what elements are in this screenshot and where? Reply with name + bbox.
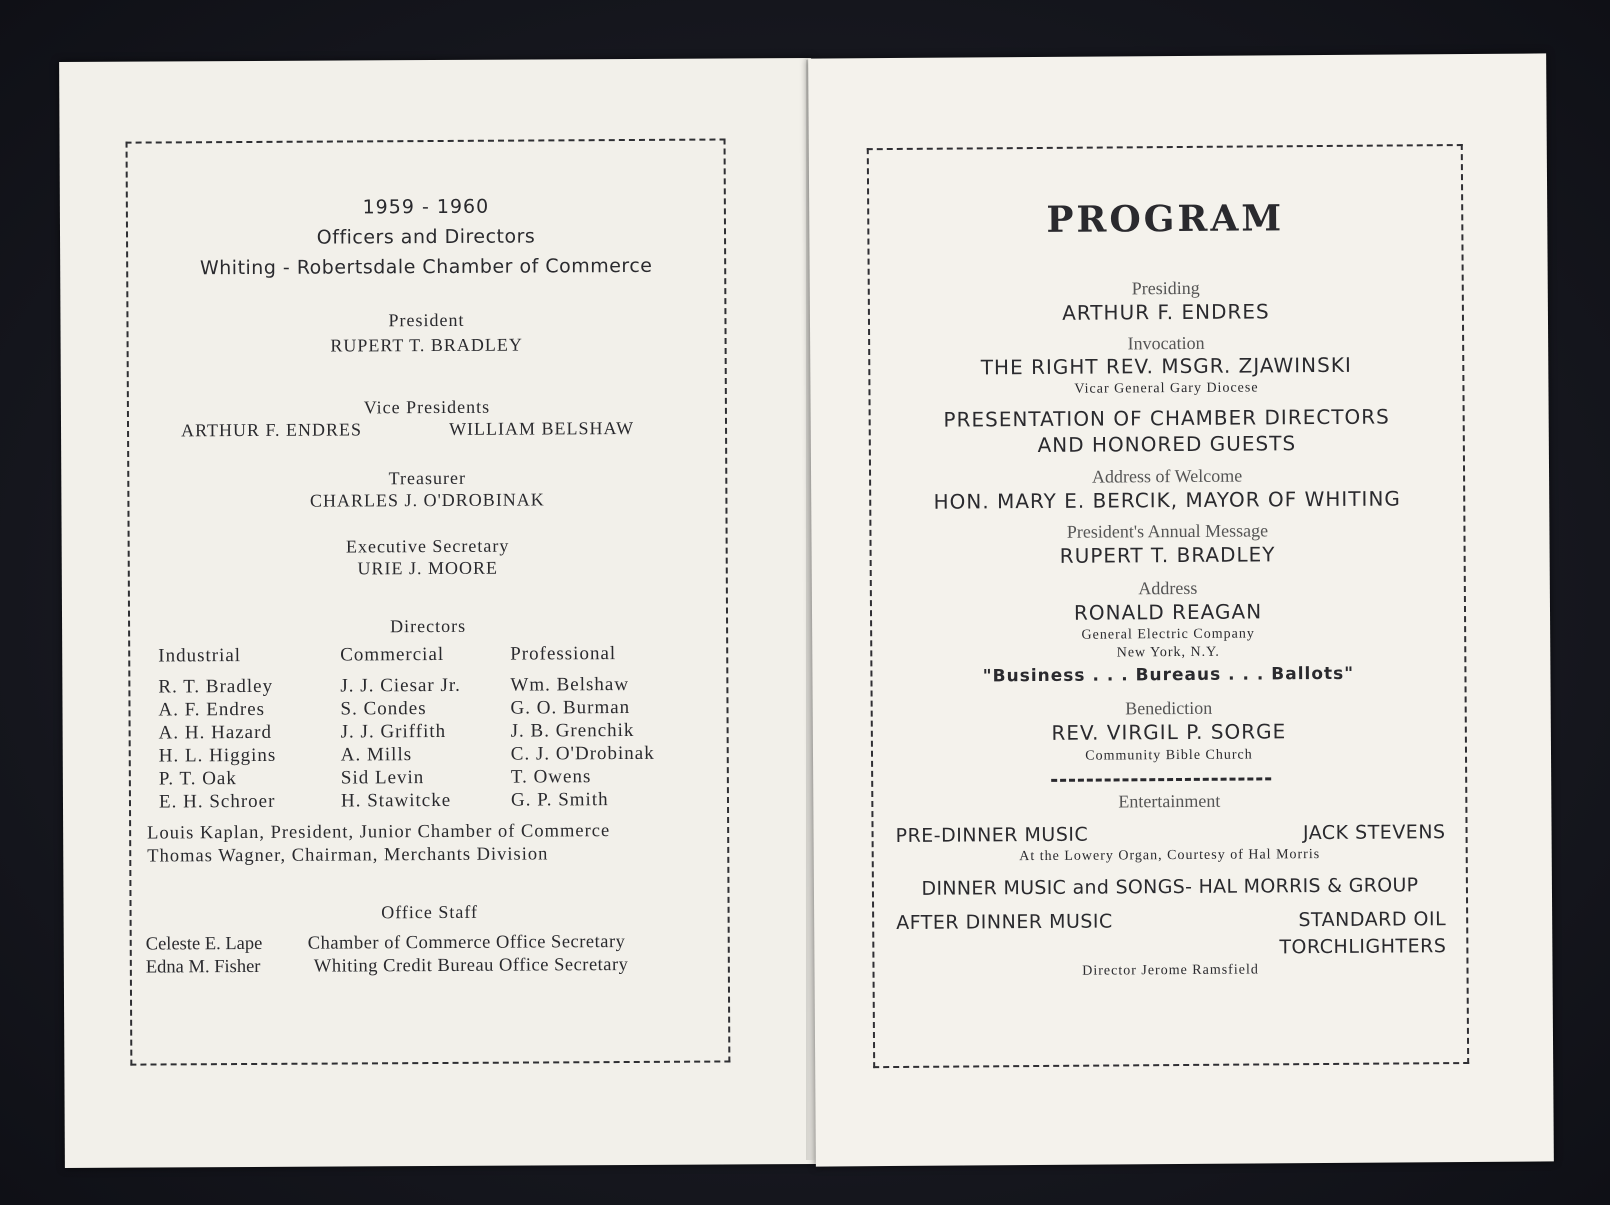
director-name: R. T. Bradley [158,675,274,698]
benediction-name: REV. VIRGIL P. SORGE [1051,719,1287,745]
director-name: C. J. O'Drobinak [510,742,655,765]
director-credit: Director Jerome Ramsfield [1082,962,1259,979]
address-subtitle-2: New York, N.Y. [1116,644,1220,661]
jaycees-line: Louis Kaplan, President, Junior Chamber of Commerce [147,821,611,844]
president-name: RUPERT T. BRADLEY [330,334,523,356]
staff-role: Chamber of Commerce Office Secretary [307,932,626,954]
pre-dinner-subtitle: At the Lowery Organ, Courtesy of Hal Morris [1019,847,1321,865]
director-name: A. H. Hazard [158,721,272,744]
presiding-label: Presiding [1131,277,1200,299]
presiding-name: ARTHUR F. ENDRES [1062,299,1270,325]
vp-label: Vice Presidents [363,396,491,418]
message-label: President's Annual Message [1066,520,1269,542]
director-name: G. O. Burman [510,696,631,719]
director-name: J. J. Griffith [340,720,447,743]
after-dinner-performer-2: TORCHLIGHTERS [1279,935,1447,959]
chamber-title: Whiting - Robertsdale Chamber of Commerce [199,254,653,280]
director-name: J. J. Ciesar Jr. [340,674,461,697]
invocation-name: THE RIGHT REV. MSGR. ZJAWINSKI [980,352,1352,380]
director-name: G. P. Smith [510,789,609,811]
pre-dinner-music-label: PRE-DINNER MUSIC [895,823,1089,847]
director-name: H. L. Higgins [158,744,277,767]
entertainment-label: Entertainment [1118,790,1221,812]
director-name: E. H. Schroer [158,790,276,813]
office-staff-label: Office Staff [381,901,479,923]
address-label: Address [1138,577,1198,599]
director-name: A. Mills [340,744,413,766]
merchants-line: Thomas Wagner, Chairman, Merchants Division [147,844,549,867]
director-name: H. Stawitcke [340,789,452,812]
after-dinner-music-label: AFTER DINNER MUSIC [896,910,1113,934]
address-name: RONALD REAGAN [1073,599,1263,625]
benediction-label: Benediction [1125,697,1213,719]
column-header-industrial: Industrial [158,645,242,667]
presentation-line-2: AND HONORED GUESTS [1037,431,1297,457]
vp-name-1: ARTHUR F. ENDRES [180,419,363,441]
program-title: PROGRAM [1046,197,1285,241]
year-heading: 1959 - 1960 [362,195,490,219]
directors-label: Directors [390,615,467,637]
message-name: RUPERT T. BRADLEY [1059,542,1276,568]
dinner-music-line: DINNER MUSIC and SONGS- HAL MORRIS & GROUP [921,874,1419,900]
right-page [808,53,1554,1166]
address-subtitle-1: General Electric Company [1081,626,1255,643]
director-name: S. Condes [340,698,427,720]
section-divider [1051,777,1271,782]
staff-role: Whiting Credit Bureau Office Secretary [313,955,629,977]
vp-name-2: WILLIAM BELSHAW [448,417,635,439]
director-name: P. T. Oak [158,768,237,790]
after-dinner-performer-1: STANDARD OIL [1298,908,1447,932]
director-name: T. Owens [510,766,592,788]
exec-secretary-label: Executive Secretary [345,535,510,557]
address-topic: "Business . . . Bureaus . . . Ballots" [982,663,1355,687]
officers-title: Officers and Directors [316,225,536,249]
left-page [59,58,817,1168]
treasurer-label: Treasurer [388,467,467,489]
director-name: Sid Levin [340,767,425,789]
column-header-commercial: Commercial [340,643,445,666]
welcome-name: HON. MARY E. BERCIK, MAYOR OF WHITING [933,486,1401,514]
staff-name: Celeste E. Lape [145,933,263,955]
director-name: A. F. Endres [158,698,266,721]
column-header-professional: Professional [510,643,617,665]
invocation-subtitle: Vicar General Gary Diocese [1074,380,1259,397]
welcome-label: Address of Welcome [1091,465,1243,487]
president-label: President [388,309,465,331]
director-name: Wm. Belshaw [510,674,630,696]
left-border-frame [126,138,731,1065]
invocation-label: Invocation [1127,332,1205,354]
benediction-subtitle: Community Bible Church [1085,747,1253,764]
pre-dinner-performer: JACK STEVENS [1302,821,1446,845]
presentation-line-1: PRESENTATION OF CHAMBER DIRECTORS [943,404,1390,432]
staff-name: Edna M. Fisher [145,956,261,978]
right-border-frame [867,144,1469,1068]
treasurer-name: CHARLES J. O'DROBINAK [309,489,545,511]
director-name: J. B. Grenchik [510,719,635,742]
exec-secretary-name: URIE J. MOORE [357,557,499,579]
